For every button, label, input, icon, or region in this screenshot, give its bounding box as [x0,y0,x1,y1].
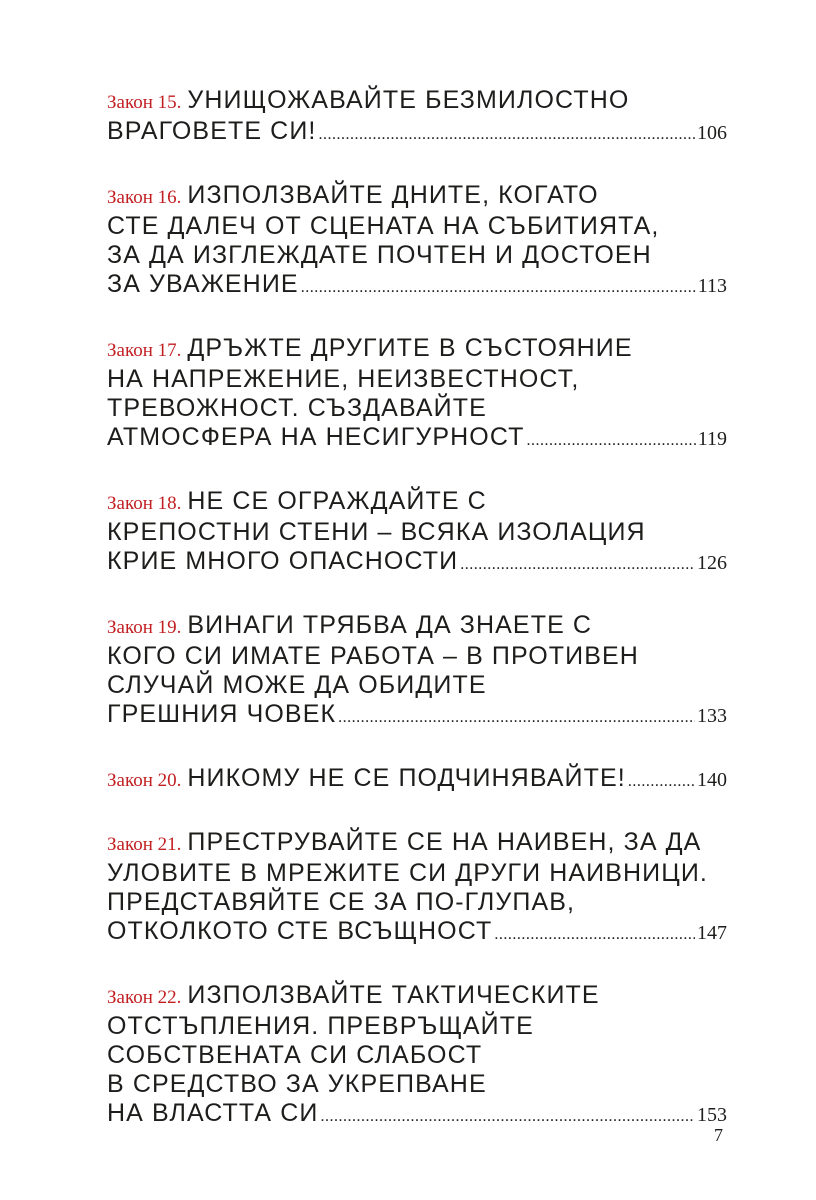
toc-entry-line [107,181,727,212]
law-label: Закон 19. [107,617,182,638]
law-title-text: УЛОВИТЕ В МРЕЖИТЕ СИ ДРУГИ НАИВНИЦИ. [107,859,708,887]
law-title-text: ИЗПОЛЗВАЙТЕ ДНИТЕ, КОГАТО [187,181,599,209]
law-title-text: ВИНАГИ ТРЯБВА ДА ЗНАЕТЕ С [187,611,593,639]
page-number: 119 [697,428,727,450]
law-title-text: ОТСТЪПЛЕНИЯ. ПРЕВРЪЩАЙТЕ [107,1012,534,1040]
toc-entry-law-15[interactable] [107,86,727,149]
dot-leader [527,426,696,455]
law-title-text: НА НАПРЕЖЕНИЕ, НЕИЗВЕСТНОСТ, [107,365,580,393]
toc-entry-last-line [107,764,727,796]
law-label: Закон 21. [107,834,182,855]
law-title-text: ГРЕШНИЯ ЧОВЕК [107,700,337,728]
toc-entry-law-17[interactable] [107,334,727,455]
law-label: Закон 15. [107,92,182,113]
page-number: 126 [697,552,727,574]
toc-entry-line [107,365,727,394]
law-title-text: СОБСТВЕНАТА СИ СЛАБОСТ [107,1041,483,1069]
toc-entry-line [107,859,727,888]
law-label: Закон 20. [107,770,182,791]
page-number: 133 [697,705,727,727]
toc-entry-last-line [107,547,727,579]
law-title-text: ТРЕВОЖНОСТ. СЪЗДАВАЙТЕ [107,394,487,422]
dot-leader [338,703,695,732]
table-of-contents [107,86,727,1163]
law-title-text: СЛУЧАЙ МОЖЕ ДА ОБИДИТЕ [107,671,487,699]
law-label: Закон 18. [107,493,182,514]
law-label: Закон 22. [107,987,182,1008]
page-number: 140 [697,769,727,791]
toc-entry-law-20[interactable] [107,764,727,796]
toc-entry-law-21[interactable] [107,828,727,949]
page-folio-number: 7 [714,1125,723,1145]
toc-entry-line [107,611,727,642]
law-title-text: НЕ СЕ ОГРАЖДАЙТЕ С [187,487,487,515]
toc-entry-line [107,334,727,365]
toc-entry-line [107,981,727,1012]
toc-entry-line [107,642,727,671]
toc-entry-line [107,828,727,859]
law-title-text: СТЕ ДАЛЕЧ ОТ СЦЕНАТА НА СЪБИТИЯТА, [107,212,660,240]
toc-entry-line [107,888,727,917]
toc-entry-line [107,86,727,117]
law-title-text: НА ВЛАСТТА СИ [107,1099,319,1127]
law-title-text: ИЗПОЛЗВАЙТЕ ТАКТИЧЕСКИТЕ [187,981,600,1009]
page-number: 106 [697,122,727,144]
law-title-text: ОТКОЛКОТО СТЕ ВСЪЩНОСТ [107,917,493,945]
law-label: Закон 17. [107,340,182,361]
toc-entry-last-line [107,423,727,455]
law-title-text: АТМОСФЕРА НА НЕСИГУРНОСТ [107,423,525,451]
toc-entry-line [107,241,727,270]
toc-entry-law-16[interactable] [107,181,727,302]
law-title-text: ДРЪЖТЕ ДРУГИТЕ В СЪСТОЯНИЕ [187,334,633,362]
law-title-text: КРИЕ МНОГО ОПАСНОСТИ [107,547,459,575]
toc-entry-last-line [107,117,727,149]
toc-entry-line [107,1041,727,1070]
dot-leader [460,550,695,579]
toc-entry-line [107,394,727,423]
toc-entry-line [107,487,727,518]
law-title-text: ВРАГОВЕТЕ СИ! [107,117,317,145]
toc-entry-law-18[interactable] [107,487,727,579]
toc-entry-last-line [107,270,727,302]
toc-entry-line [107,212,727,241]
law-title-text: КРЕПОСТНИ СТЕНИ – ВСЯКА ИЗОЛАЦИЯ [107,518,646,546]
law-title-text: ЗА УВАЖЕНИЕ [107,270,299,298]
toc-entry-last-line [107,917,727,949]
law-label: Закон 16. [107,187,182,208]
page-number: 147 [697,922,727,944]
law-title-text: В СРЕДСТВО ЗА УКРЕПВАНЕ [107,1070,487,1098]
toc-entry-law-19[interactable] [107,611,727,732]
page-number: 153 [697,1104,727,1126]
toc-entry-law-22[interactable] [107,981,727,1131]
toc-entry-line [107,1012,727,1041]
law-title-text: ПРЕСТРУВАЙТЕ СЕ НА НАИВЕН, ЗА ДА [187,828,702,856]
law-title-text: НИКОМУ НЕ СЕ ПОДЧИНЯВАЙТЕ! [187,764,626,792]
dot-leader [320,1102,695,1131]
law-title-text: УНИЩОЖАВАЙТЕ БЕЗМИЛОСТНО [187,86,630,114]
law-title-text: КОГО СИ ИМАТЕ РАБОТА – В ПРОТИВЕН [107,642,639,670]
page-number: 113 [697,275,727,297]
toc-entry-line [107,671,727,700]
dot-leader [628,767,695,796]
law-title-line [107,764,626,795]
law-title-text: ЗА ДА ИЗГЛЕЖДАТЕ ПОЧТЕН И ДОСТОЕН [107,241,652,269]
dot-leader [318,120,695,149]
dot-leader [301,273,696,302]
toc-entry-last-line [107,1099,727,1131]
dot-leader [494,920,695,949]
toc-entry-line [107,1070,727,1099]
toc-entry-last-line [107,700,727,732]
toc-entry-line [107,518,727,547]
law-title-text: ПРЕДСТАВЯЙТЕ СЕ ЗА ПО-ГЛУПАВ, [107,888,576,916]
